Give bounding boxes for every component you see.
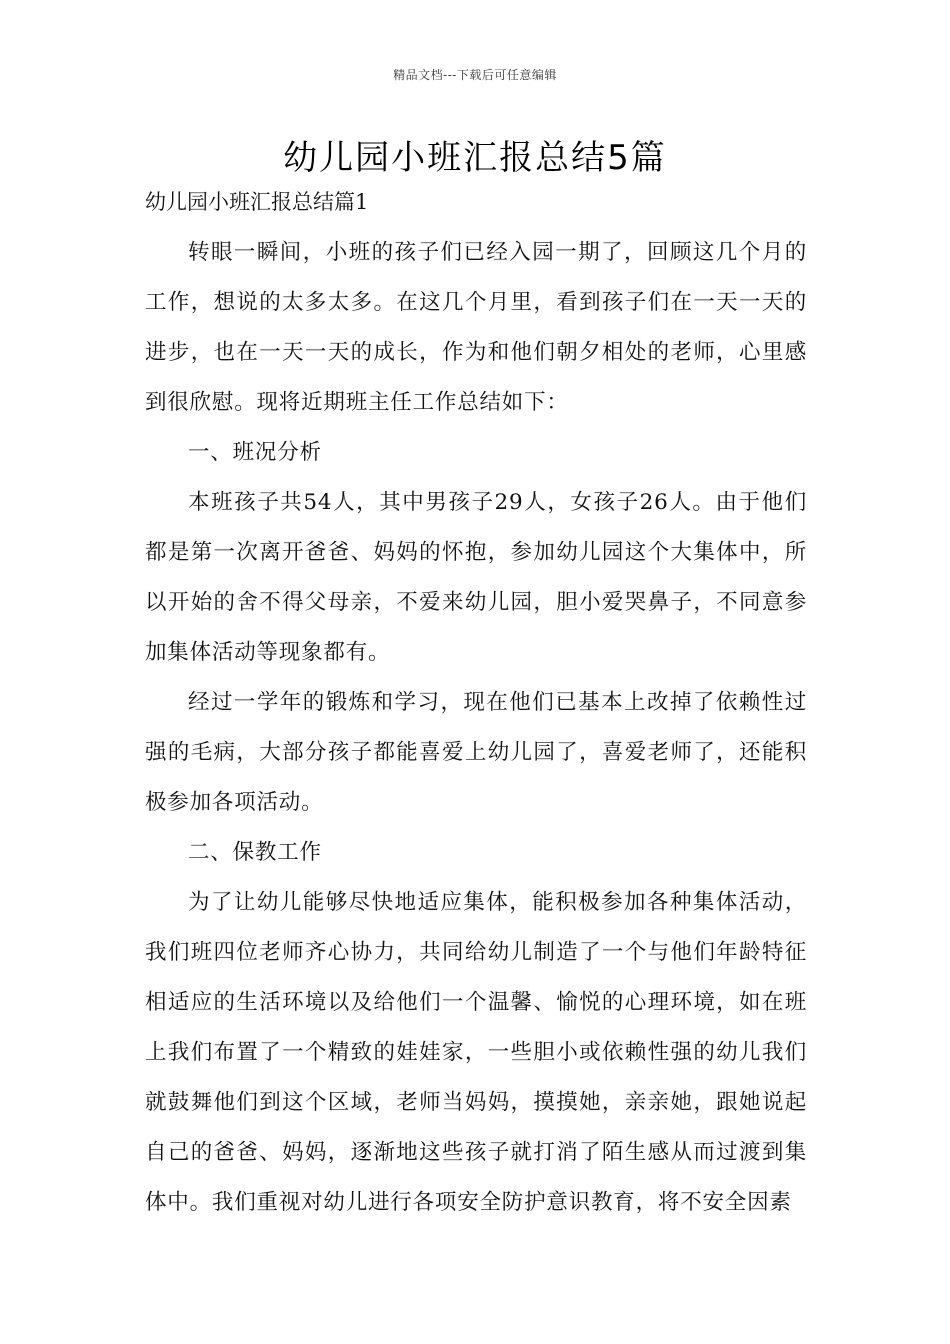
paragraph-intro: 转眼一瞬间，小班的孩子们已经入园一期了，回顾这几个月的工作，想说的太多太多。在这几个月里，看到孩子们在一天一天的进步，也在一天一天的成长，作为和他们朝夕相处的老师，心里感到很欣慰。现将近期班主任工作总结如下： xyxy=(145,240,807,415)
paragraph-progress: 经过一学年的锻炼和学习，现在他们已基本上改掉了依赖性过强的毛病，大部分孩子都能喜爱上幼儿园了，喜爱老师了，还能积极参加各项活动。 xyxy=(145,690,807,815)
section-heading-class-analysis: 一、班况分析 xyxy=(188,440,322,465)
section-heading-care-education: 二、保教工作 xyxy=(188,840,322,865)
paragraph-care-work: 为了让幼儿能够尽快地适应集体，能积极参加各种集体活动，我们班四位老师齐心协力，共同给幼儿制造了一个与他们年龄特征相适应的生活环境以及给他们一个温馨、愉悦的心理环境，如在班上我们布置了一个精致的娃娃家，一些胆小或依赖性强的幼儿我们就鼓舞他们到这个区域，老师当妈妈，摸摸她，亲亲她，跟她说起自己的爸爸、妈妈，逐渐地这些孩子就打消了陌生感从而过渡到集体中。我们重视对幼儿进行各项安全防护意识教育，将不安全因素 xyxy=(145,890,807,1215)
document-title: 幼儿园小班汇报总结5篇 xyxy=(283,138,667,178)
section-subtitle: 幼儿园小班汇报总结篇1 xyxy=(145,190,369,214)
document-body xyxy=(145,228,807,1228)
header-note: 精品文档---下载后可任意编辑 xyxy=(393,68,557,82)
paragraph-class-stats: 本班孩子共54人，其中男孩子29人，女孩子26人。由于他们都是第一次离开爸爸、妈妈的怀抱，参加幼儿园这个大集体中，所以开始的舍不得父母亲，不爱来幼儿园，胆小爱哭鼻子，不同意参加集体活动等现象都有。 xyxy=(145,490,807,665)
